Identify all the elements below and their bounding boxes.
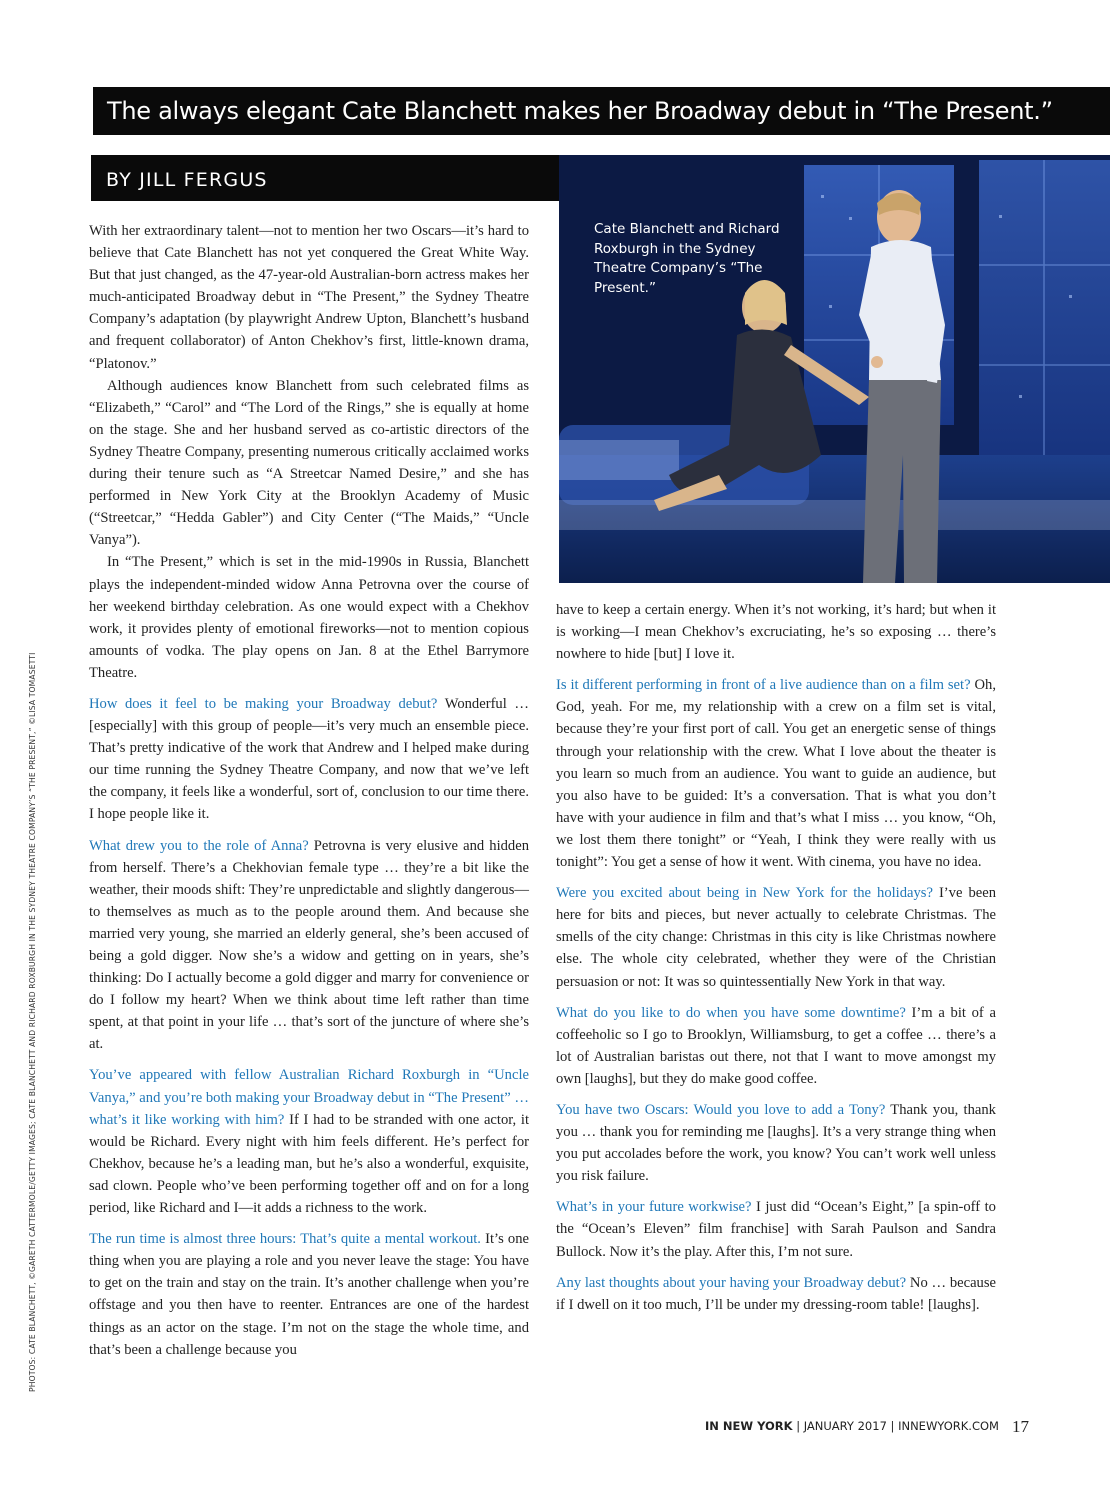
qa-paragraph	[556, 1272, 996, 1316]
intro-paragraph: In “The Present,” which is set in the mid-1990s in Russia, Blanchett plays the independent-minded widow Anna Petrovna over the course of her weekend birthday celebration. As one would expect with a Chekhov work, it provides plenty of emotional fireworks—not to mention copious amounts of vodka. The play opens on Jan. 8 at the Ethel Barrymore Theatre.	[89, 554, 529, 681]
stage-photo	[559, 155, 1110, 583]
continued-paragraph: have to keep a certain energy. When it’s not working, it’s hard; but when it is working—I mean Chekhov’s excruciating, he’s so exposing … there’s nowhere to hide [but] I love it.	[556, 602, 996, 663]
question: Were you excited about being in New York for the holidays?	[556, 885, 933, 902]
answer: Oh, God, yeah. For me, my relationship with a crew on a film set is vital, because they’re your first port of call. You get an energetic sense of things through your relationship with the crew. What I love about the theater is you learn so much from an audience. You want to guide an audience, but you also have to be guided: It’s a conversation. That is what you don’t have with your audience in film and that’s what I miss … you know, “Oh, we lost them there tonight” or “Yeah, I think they were really with us tonight”: You get a sense of how it went. With cinema, you have no idea.	[556, 677, 996, 871]
answer: No … because if I dwell on it too much, I’ll be under my dressing-room table! [laughs].	[556, 1274, 996, 1313]
question: How does it feel to be making your Broadway debut?	[89, 695, 438, 712]
website: INNEWYORK.COM	[898, 1419, 999, 1433]
question: Any last thoughts about your having your Broadway debut?	[556, 1274, 907, 1291]
page-footer	[705, 1419, 1035, 1433]
answer: Petrovna is very elusive and hidden from herself. There’s a Chekhovian female type … they’re a bit like the weather, their moods shift: They’re unpredictable and slightly dangerous—to themselves as much as to the people around them. And because she married very young, she married an elderly general, she’s been accused of being a gold digger. Now she’s a widow and getting on in years, she’s thinking: Do I actually become a gold digger and marry for convenience or do I follow my heart? When we think about time left rather than time spent, at that point in your life … that’s sort of the juncture of where she’s at.	[89, 837, 529, 1053]
byline: BY JILL FERGUS	[91, 155, 559, 201]
question: The run time is almost three hours: That’s quite a mental workout.	[89, 1231, 481, 1248]
article-column-left	[89, 220, 529, 1370]
qa-paragraph	[89, 1064, 529, 1219]
answer: I’ve been here for bits and pieces, but never actually to celebrate Christmas. The smells of the city change: Christmas in this city is like Christmas nowhere else. The whole city celebrated, whether they were of the Christian persuasion or not: It was so quintessentially New York in that way.	[556, 885, 996, 990]
answer: I just did “Ocean’s Eight,” [a spin-off to the “Ocean’s Eleven” film franchise] with Sarah Paulson and Sandra Bullock. Now it’s the play. After this, I’m not sure.	[556, 1199, 996, 1260]
question: What do you like to do when you have some downtime?	[556, 1004, 906, 1021]
answer: I’m a bit of a coffeeholic so I go to Brooklyn, Williamsburg, to get a coffee … there’s a lot of Australian baristas out there, not that I want to move amongst my own [laughs], but they do make good coffee.	[556, 1004, 996, 1087]
magazine-name: IN NEW YORK	[705, 1419, 793, 1433]
question: What’s in your future workwise?	[556, 1199, 752, 1216]
footer-separator: |	[890, 1419, 895, 1433]
qa-paragraph	[556, 1099, 996, 1187]
answer: If I had to be stranded with one actor, it would be Richard. Every night with him feels different. He’s perfect for Chekhov, because he’s a leading man, but he’s also a wonderful, exquisite, sad clown. People who’ve been performing together off and on for a long period, like Richard and I—it adds a richness to the work.	[89, 1111, 529, 1217]
question: What drew you to the role of Anna?	[89, 837, 309, 854]
headline: The always elegant Cate Blanchett makes her Broadway debut in “The Present.”	[93, 87, 1110, 135]
photo-caption: Cate Blanchett and Richard Roxburgh in the Sydney Theatre Company’s “The Present.”	[594, 221, 780, 296]
photo-credit: PHOTOS: CATE BLANCHETT, ©GARETH CATTERMOLE/GETTY IMAGES; CATE BLANCHETT AND RICHARD ROXBURGH IN THE SYDNEY THEATRE COMPANY’S “THE PRESENT,” ©LISA TOMASETTI	[28, 652, 37, 1392]
qa-paragraph	[89, 1228, 529, 1361]
question: You have two Oscars: Would you love to add a Tony?	[556, 1101, 886, 1118]
question: You’ve appeared with fellow Australian Richard Roxburgh in “Uncle Vanya,” and you’re both making your Broadway debut in “The Present” … what’s it like working with him?	[89, 1067, 529, 1128]
qa-paragraph	[556, 882, 996, 992]
answer: Thank you, thank you … thank you for reminding me [laughs]. It’s a very strange thing when you put accolades before the work, you know? You can’t work well unless you risk failure.	[556, 1101, 996, 1185]
footer-separator: |	[796, 1419, 801, 1433]
page-number: 17	[1012, 1417, 1029, 1436]
answer: It’s one thing when you are playing a role and you never leave the stage: You have to get on the train and stay on the train. It’s another challenge when you’re offstage and you then have to reenter. Entrances are one of the hardest things as an actor on the stage. I’m not on the stage the whole time, and that’s been a challenge because you	[89, 1231, 529, 1358]
issue-date: JANUARY 2017	[803, 1419, 887, 1433]
qa-paragraph	[556, 1196, 996, 1262]
intro-paragraph: Although audiences know Blanchett from such celebrated films as “Elizabeth,” “Carol” and “The Lord of the Rings,” she is equally at home on the stage. She and her husband served as co-artistic directors of the Sydney Theatre Company, presenting numerous critically acclaimed works during their tenure such as “A Streetcar Named Desire,” and she has performed in New York City at the Brooklyn Academy of Music (“Streetcar,” “Hedda Gabler”) and City Center (“The Maids,” “Uncle Vanya”).	[89, 377, 529, 549]
answer: Wonderful … [especially] with this group of people—it’s very much an ensemble piece. That’s pretty indicative of the work that Andrew and I helped make during our time running the Sydney Theatre Company, and now that we’ve left the company, it feels like a wonderful, sort of, conclusion to our time there. I hope people like it.	[89, 695, 530, 823]
qa-paragraph	[89, 693, 529, 826]
question: Is it different performing in front of a live audience than on a film set?	[556, 677, 971, 694]
article-column-right	[556, 599, 996, 1325]
qa-paragraph	[556, 674, 996, 873]
qa-paragraph	[556, 1002, 996, 1090]
qa-paragraph	[89, 835, 529, 1056]
intro-paragraph: With her extraordinary talent—not to mention her two Oscars—it’s hard to believe that Cate Blanchett has not yet conquered the Great White Way. But that just changed, as the 47-year-old Australian-born actress makes her much-anticipated Broadway debut in “The Present,” the Sydney Theatre Company’s adaptation (by playwright Andrew Upton, Blanchett’s husband and frequent collaborator) of Anton Chekhov’s first, little-known drama, “Platonov.”	[89, 223, 529, 372]
